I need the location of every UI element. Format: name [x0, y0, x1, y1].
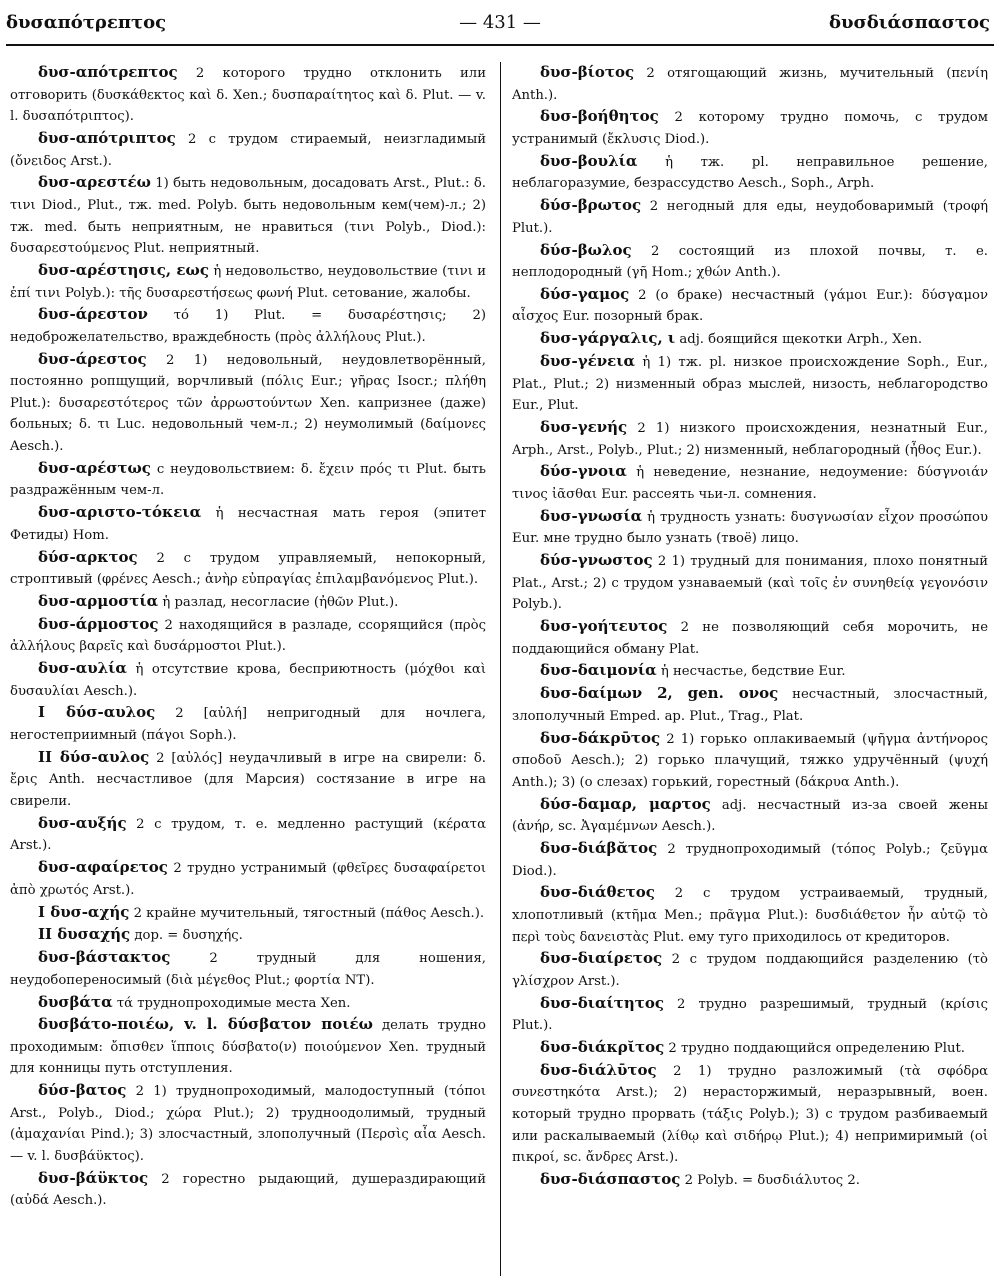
entry-headword: δυσ-άρμοστος	[38, 614, 159, 633]
dictionary-entry	[512, 1037, 988, 1060]
dictionary-entry	[10, 747, 486, 813]
entry-headword: δυσ-γνωσία	[540, 506, 643, 525]
entry-headword: δυσ-άρεστος	[38, 349, 147, 368]
entry-headword: I δυσ-αχής	[38, 902, 130, 921]
dictionary-entry	[10, 924, 486, 947]
entry-definition: ἡ несчастье, бедствие Eur.	[660, 664, 846, 680]
entry-headword: δυσ-άρεστον	[38, 305, 148, 324]
entry-headword: δυσ-βάστακτος	[38, 948, 171, 967]
entry-definition: 2 (о браке) несчастный (γάμοι Eur.): δύσγαμον αἶσχος Eur. позорный брак.	[512, 287, 988, 325]
entry-headword: II δυσαχής	[38, 925, 131, 944]
dictionary-entry	[10, 1168, 486, 1212]
dictionary-entry	[10, 702, 486, 746]
page-number: — 431 —	[459, 12, 541, 33]
dictionary-entry	[512, 838, 988, 882]
dictionary-entry	[512, 417, 988, 461]
dictionary-entry	[512, 550, 988, 616]
running-head-right: δυσδιάσπαστος	[829, 12, 990, 33]
entry-definition: τά труднопроходимые места Xen.	[116, 995, 351, 1011]
dictionary-entry	[10, 947, 486, 991]
entry-headword: δυσ-αρέστησις, εως	[38, 260, 209, 279]
entry-definition: 2 [αὐλή] непригодный для ночлега, негостеприимный (πάγοι Soph.).	[10, 706, 486, 744]
entry-headword: δυσ-βοήθητος	[540, 107, 659, 126]
running-head-left: δυσαπότρεπτος	[6, 12, 167, 33]
dictionary-entry	[512, 240, 988, 284]
entry-definition: 2 с трудом устраиваемый, трудный, хлопотливый (κτῆμα Men.; πρᾶγμα Plut.): δυσδιάθετον ἦν αὐτῷ τὸ περὶ τοὺς δανειστὰς Plut. ему туго приходилось от кредиторов.	[512, 886, 988, 945]
entry-definition: 2 трудно поддающийся определению Plut.	[668, 1041, 965, 1057]
entry-headword: δυσ-αρμοστία	[38, 591, 159, 610]
entry-headword: δυσ-απότρεπτος	[38, 63, 178, 81]
dictionary-entry	[512, 284, 988, 328]
dictionary-entry	[10, 547, 486, 591]
dictionary-entry	[10, 813, 486, 857]
dictionary-entry	[512, 1169, 988, 1192]
entry-definition: adj. несчастный из-за своей жены (ἀνήρ, sc. Ἀγαμέμνων Aesch.).	[512, 797, 988, 835]
entry-definition: ἡ 1) тж. pl. низкое происхождение Soph., Eur., Plat., Plut.; 2) низменный образ мыслей, низость, неблагородство Eur., Plut.	[512, 355, 988, 414]
entry-headword: δυσ-διάκρῐτος	[540, 1038, 665, 1057]
dictionary-entry	[512, 151, 988, 195]
dictionary-entry	[10, 260, 486, 304]
entry-definition: 2 труднопроходимый (τόπος Polyb.; ζεῦγμα Diod.).	[512, 841, 988, 879]
dictionary-entry	[512, 62, 988, 106]
entry-definition: ἡ трудность узнать: δυσγνωσίαν εἶχον προσώπου Eur. мне трудно было узнать (твоё) лицо.	[512, 509, 988, 547]
entry-definition: 2 1) недовольный, неудовлетворённый, постоянно ропщущий, ворчливый (πόλις Eur.; γῆρας Isocr.; πλήθη Plut.): δυσαρεστότερος τῶν ἀρρωστούντων Xen. капризнее (даже) больных; δ. τι Luc. недовольный чем-л.; 2) неумолимый (δαίμονες Aesch.).	[10, 352, 486, 455]
entry-definition: с неудовольствием: δ. ἔχειν πρός τι Plut. быть раздражённым чем-л.	[10, 461, 486, 499]
dictionary-entry	[10, 304, 486, 348]
entry-headword: δύσ-δαμαρ, μαρτος	[540, 794, 711, 813]
column-divider	[500, 62, 501, 1276]
entry-definition: 2 крайне мучительный, тягостный (πάθος Aesch.).	[133, 905, 485, 921]
entry-definition: 2 трудно разрешимый, трудный (κρίσις Plut.).	[512, 996, 989, 1034]
dictionary-entry	[512, 351, 988, 417]
entry-headword: δυσ-δαίμων 2, gen. ονος	[540, 684, 779, 703]
entry-definition: 2 негодный для еды, неудобоваримый (τροφή Plut.).	[512, 199, 988, 236]
entry-headword: δυσ-αρέστως	[38, 458, 151, 477]
entry-headword: δυσ-αριστο-τόκεια	[38, 503, 202, 522]
entry-headword: δύσ-αρκτος	[38, 547, 138, 566]
dictionary-entry	[512, 106, 988, 150]
right-column	[512, 62, 988, 1192]
entry-headword: δύσ-γνωστος	[540, 551, 653, 570]
dictionary-entry	[512, 1060, 988, 1169]
entry-definition: ἡ недовольство, неудовольствие (τινι и ἐπί τινι Polyb.): τῆς δυσαρεστήσεως φωνή Plut. сетование, жалобы.	[10, 263, 486, 301]
dictionary-entry	[512, 616, 988, 660]
entry-definition: 2 с трудом управляемый, непокорный, строптивый (φρένες Aesch.; ἀνὴρ εὐπραγίας ἐπιλαμβανόμενος Plut.).	[10, 550, 486, 588]
entry-headword: δυσ-αυλία	[38, 659, 127, 678]
entry-headword: δυσ-γένεια	[540, 352, 636, 371]
dictionary-entry	[10, 62, 486, 128]
dictionary-entry	[512, 660, 988, 683]
entry-definition: 2 отягощающий жизнь, мучительный (πενίη Anth.).	[512, 66, 988, 103]
entry-headword: δυσβάτο-ποιέω, v. l. δύσβατον ποιέω	[38, 1015, 373, 1034]
entry-definition: 2 1) трудно разложимый (τὰ σφόδρα συνεστηκότα Arst.); 2) нерасторжимый, неразрывный, воен. который трудно прорвать (τάξις Polyb.); 3) с трудом разбиваемый или раскалываемый (λίθῳ καὶ σιδήρῳ Plut.); 4) непримиримый (οἱ πικροί, sc. ἄνδρες Arst.).	[512, 1063, 988, 1166]
entry-headword: δύσ-βρωτος	[540, 196, 642, 215]
entry-headword: δυσ-αυξής	[38, 813, 127, 832]
entry-definition: ἡ разлад, несогласие (ἠθῶν Plut.).	[162, 594, 399, 610]
dictionary-entry	[10, 614, 486, 658]
entry-headword: δύσ-βατος	[38, 1081, 127, 1100]
entry-definition: 2 состоящий из плохой почвы, т. е. неплодородный (γῆ Hom.; χθών Anth.).	[512, 243, 988, 281]
dictionary-entry	[512, 506, 988, 550]
entry-headword: δυσ-διάσπαστος	[540, 1170, 681, 1188]
entry-definition: 2 [αὐλός] неудачливый в игре на свирели: δ. ἔρις Anth. несчастливое (для Марсия) состязание в игре на свирели.	[10, 750, 486, 810]
entry-definition: 2 находящийся в разладе, ссорящийся (πρὸς ἀλλήλους βαρεῖς καὶ δυσάρμοστοι Plut.).	[10, 617, 486, 655]
entry-definition: 2 Polyb. = δυσδιάλυτος 2.	[684, 1173, 860, 1188]
dictionary-entry	[512, 993, 988, 1037]
dictionary-entry	[512, 195, 988, 239]
entry-headword: δυσ-απότριπτος	[38, 128, 176, 147]
dictionary-entry	[10, 128, 486, 172]
dictionary-entry	[10, 349, 486, 458]
entry-headword: I δύσ-αυλος	[38, 703, 156, 722]
entry-definition: дор. = δυσηχής.	[134, 928, 243, 944]
dictionary-entry	[512, 794, 988, 838]
entry-headword: δυσ-δάκρῡτος	[540, 728, 661, 747]
entry-definition: ἡ неведение, незнание, недоумение: δύσγνοιάν τινος ἰᾶσθαι Eur. рассеять чьи-л. сомнения.	[512, 465, 988, 502]
entry-definition: 2 не позволяющий себя морочить, не поддающийся обману Plat.	[512, 620, 988, 657]
entry-definition: 2 с трудом стираемый, неизгладимый (ὄνειδος Arst.).	[10, 131, 486, 169]
entry-headword: δυσ-αφαίρετος	[38, 858, 168, 877]
dictionary-entry	[10, 857, 486, 901]
entry-definition: 2 которому трудно помочь, с трудом устранимый (ἔκλυσις Diod.).	[512, 110, 988, 147]
dictionary-entry	[10, 172, 486, 259]
dictionary-entry	[10, 591, 486, 614]
dictionary-entry	[10, 1080, 486, 1167]
entry-headword: δύσ-γαμος	[540, 284, 630, 303]
entry-headword: δυσ-γενής	[540, 418, 628, 436]
entry-headword: δυσ-δαιμονία	[540, 661, 657, 680]
entry-definition: 2 которого трудно отклонить или отговорить (δυσκάθεκτος καὶ δ. Xen.; δυσπαραίτητος καὶ δ. Plut. — v. l. δυσαπότριπτος).	[10, 66, 486, 125]
dictionary-entry	[10, 502, 486, 546]
entry-definition: 2 трудно устранимый (φθεῖρες δυσαφαίρετοι ἀπὸ χρωτός Arst.).	[10, 861, 486, 898]
entry-definition: 2 трудный для ношения, неудобопереносимый (διὰ μέγεθος Plut.; φορτία NT).	[10, 951, 486, 988]
header-rule	[6, 44, 994, 46]
entry-definition: ἡ отсутствие крова, бесприютность (μόχθοι καὶ δυσαυλίαι Aesch.).	[10, 662, 486, 699]
entry-headword: δυσ-γάργαλις, ι	[540, 329, 676, 348]
entry-definition: 1) быть недовольным, досадовать Arst., Plut.: δ. τινι Diod., Plut., тж. med. Polyb. быть недовольным кем(чем)-л.; 2) тж. med. быть неприятным, не нравиться (τινι Polyb., Diod.): δυσαρεστούμενος Plut. неприятный.	[10, 176, 486, 257]
entry-definition: 2 1) горько оплакиваемый (ψῆγμα ἀντήνορος σποδοῦ Aesch.); 2) горько плачущий, тяжко удручённый (ψυχή Anth.); 3) (о слезах) горький, горестный (δάκρυα Anth.).	[512, 731, 988, 790]
entry-headword: δυσ-διάβᾰτος	[540, 838, 658, 857]
entry-definition: ἡ несчастная мать героя (эпитет Фетиды) Hom.	[10, 506, 486, 543]
entry-definition: 2 1) трудный для понимания, плохо понятный Plat., Arst.; 2) с трудом узнаваемый (καὶ τοῖς ἐν συνηθείᾳ γεγονόσιν Polyb.).	[512, 554, 988, 613]
dictionary-entry	[10, 902, 486, 925]
entry-headword: δύσ-βωλος	[540, 240, 632, 259]
left-column	[10, 62, 486, 1212]
entry-definition: 2 1) низкого происхождения, незнатный Eur., Arph., Arst., Polyb., Plut.; 2) низменный, неблагородный (ἦθος Eur.).	[512, 421, 988, 458]
entry-headword: δυσ-γοήτευτος	[540, 617, 668, 636]
entry-headword: δυσ-βάϋκτος	[38, 1168, 149, 1187]
dictionary-entry	[10, 1014, 486, 1080]
entry-headword: II δύσ-αυλος	[38, 747, 150, 766]
entry-definition: 2 с трудом поддающийся разделению (τὸ γλίσχρον Arst.).	[512, 952, 988, 989]
entry-headword: δυσβάτα	[38, 992, 113, 1011]
dictionary-entry	[512, 882, 988, 948]
entry-definition: adj. боящийся щекотки Arph., Xen.	[679, 332, 923, 348]
entry-headword: δυσ-βουλία	[540, 151, 638, 170]
entry-headword: δυσ-διάθετος	[540, 883, 655, 902]
dictionary-entry	[512, 683, 988, 727]
dictionary-entry	[512, 328, 988, 351]
entry-headword: δυσ-διαίτητος	[540, 993, 664, 1012]
dictionary-entry	[10, 458, 486, 502]
dictionary-entry	[512, 728, 988, 794]
entry-definition: делать трудно проходимым: ὄπισθεν ἵπποις δύσβατο(ν) ποιούμενον Xen. трудный для конницы путь отступления.	[10, 1018, 486, 1077]
entry-headword: δυσ-διαίρετος	[540, 949, 663, 968]
entry-headword: δυσ-βίοτος	[540, 63, 635, 81]
entry-definition: несчастный, злосчастный, злополучный Emped. ap. Plut., Trag., Plat.	[512, 687, 988, 724]
entry-definition: ἡ тж. pl. неправильное решение, неблагоразумие, безрассудство Aesch., Soph., Arph.	[512, 154, 988, 192]
dictionary-entry	[512, 948, 988, 992]
entry-definition: 2 горестно рыдающий, душераздирающий (αὐδά Aesch.).	[10, 1171, 486, 1209]
dictionary-entry	[10, 658, 486, 702]
entry-definition: 2 с трудом, т. е. медленно растущий (κέρατα Arst.).	[10, 816, 486, 854]
entry-definition: 2 1) труднопроходимый, малодоступный (τόποι Arst., Polyb., Diod.; χώρα Plut.); 2) трудноодолимый, трудный (ἀμαχανίαι Pind.); 3) злосчастный, злополучный (Περσὶς αἶα Aesch. — v. l. δυσβάϋκτος).	[10, 1084, 486, 1165]
dictionary-entry	[512, 461, 988, 505]
dictionary-entry	[10, 992, 486, 1015]
entry-headword: δυσ-διάλῡτος	[540, 1060, 657, 1079]
entry-definition: τό 1) Plut. = δυσαρέστησις; 2) недоброжелательство, враждебность (πρὸς ἀλλήλους Plut.).	[10, 308, 486, 345]
entry-headword: δύσ-γνοια	[540, 462, 627, 481]
entry-headword: δυσ-αρεστέω	[38, 173, 151, 192]
